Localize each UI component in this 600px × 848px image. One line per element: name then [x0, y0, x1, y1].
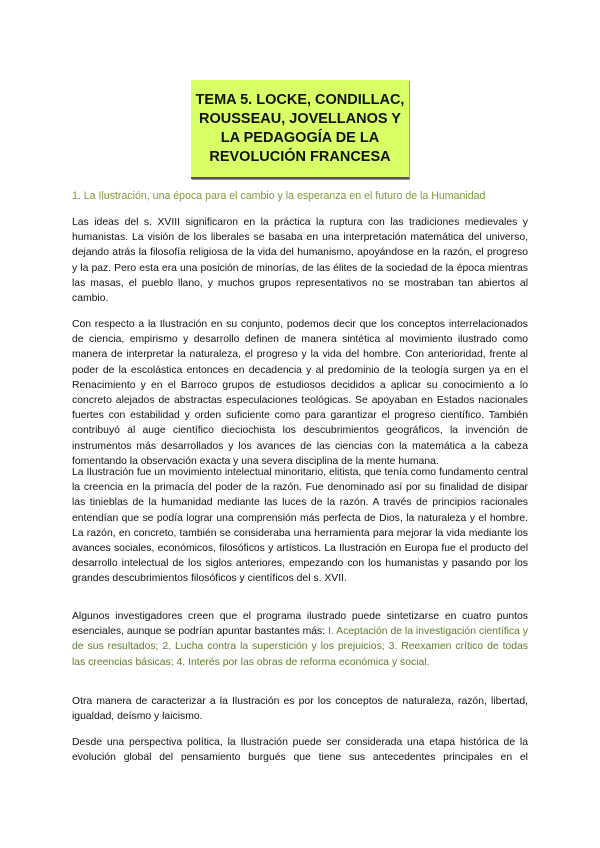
paragraph-3: La Ilustración fue un movimiento intelectual minoritario, elitista, que tenía como fundamento central la creencia en la primacía del poder de la razón. Fue denominado así por su finalidad de disipar las tinieblas de la humanidad mediante las luces de la razón. A través de principios racionales entendían que se podía lograr una comprensión más perfecta de Dios, la naturaleza y el hombre. La razón, en concreto, también se consideraba una herramienta para mejorar la vida mediante los avances sociales, económicos, filosóficos y artísticos. La Ilustración en Europa fue el producto del desarrollo intelectual de los siglos anteriores, empezando con los humanistas y pasando por los grandes descubrimientos filosóficos y científicos del s. XVII.	[72, 467, 528, 585]
document-title: TEMA 5. LOCKE, CONDILLAC, ROUSSEAU, JOVELLANOS Y LA PEDAGOGÍA DE LA REVOLUCIÓN FRANCESA	[195, 91, 405, 165]
paragraph-1: Las ideas del s. XVIII significaron en la práctica la ruptura con las tradiciones medievales y humanistas. La visión de los liberales se basaba en una interpretación matemática del universo, dejando atrás la filosofía religiosa de la vida del humanismo, apoyándose en la razón, el progreso y la paz. Pero esta era una posición de minorías, de las élites de la sociedad de la época mientras las masas, el pueblo llano, y muchos grupos representativos no se mostraban tan abiertos al cambio.	[72, 217, 528, 305]
paragraph-4	[72, 609, 528, 670]
title-box	[191, 80, 409, 179]
paragraph-4-intro: Algunos investigadores creen que el programa ilustrado puede sintetizarse en cuatro puntos esenciales, aunque se podrían apuntar bastantes más:	[72, 611, 528, 638]
paragraph-6: Desde una perspectiva política, la Ilustración puede ser considerada una etapa histórica de la evolución global del pensamiento burgués que tiene sus antecedentes principales en el	[72, 737, 528, 764]
section-heading: 1. La Ilustración, una época para el cambio y la esperanza en el futuro de la Humanidad	[72, 190, 486, 202]
paragraph-5: Otra manera de caracterizar a la Ilustración es por los conceptos de naturaleza, razón, libertad, igualdad, deísmo y laicismo.	[72, 696, 528, 723]
paragraph-2: Con respecto a la Ilustración en su conjunto, podemos decir que los conceptos interrelacionados de ciencia, empirismo y desarrollo definen de manera sintética al movimiento ilustrado como manera de interpretar la naturaleza, el progreso y la vida del hombre. Con anterioridad, frente al poder de la escolástica entonces en decadencia y al predominio de la teología surgen ya en el Renacimiento y en el Barroco grupos de estudiosos decididos a aplicar su conocimiento a lo concreto alejados de abstractas especulaciones teológicas. Se apoyaban en Estados nacionales fuertes con estabilidad y orden suficiente como para garantizar el progreso científico. También contribuyó al auge científico dieciochista los descubrimientos geográficos, la invención de instrumentos más desarrollados y los avances de las ciencias con la matemática a la cabeza fomentando la observación exacta y una severa disciplina de la mente humana.	[72, 319, 528, 467]
essential-points-list: I. Aceptación de la investigación científica y de sus resultados; 2. Lucha contra la superstición y los prejuicios; 3. Reexamen crítico de todas las creencias básicas; 4. Interés por las obras de reforma económica y social.	[72, 626, 528, 668]
